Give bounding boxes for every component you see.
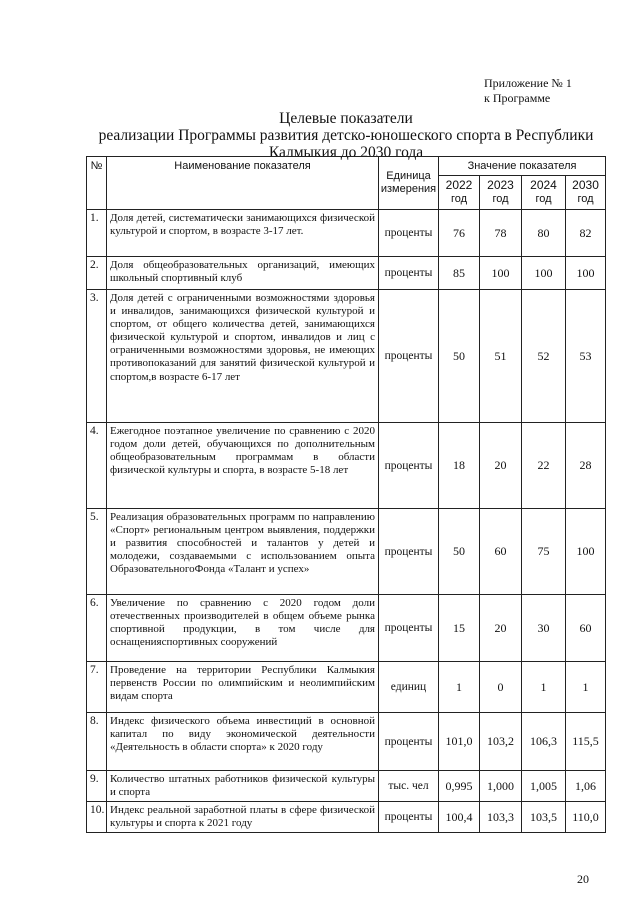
indicator-name: Увеличение по сравнению с 2020 годом доли отечественных производителей в общем объеме рынка спортивной продукции, в том числе для оснащенияспортивных сооружений [107,595,379,662]
table-row [87,290,606,423]
unit-cell: проценты [379,257,439,290]
year-value: 2023 [487,178,514,192]
value-cell-2024: 103,5 [522,802,566,833]
row-number: 1. [87,210,107,257]
year-suffix: год [492,193,509,205]
indicator-name: Проведение на территории Республики Калмыкия первенств России по олимпийским и неолимпийским видам спорта [107,662,379,713]
indicator-name: Индекс реальной заработной платы в сфере физической культуры и спорта к 2021 году [107,802,379,833]
year-value: 2024 [530,178,557,192]
unit-cell: проценты [379,290,439,423]
document-title [96,110,596,161]
unit-cell: проценты [379,595,439,662]
value-cell-2022: 101,0 [439,713,480,771]
table-row [87,713,606,771]
indicator-name: Количество штатных работников физической культуры и спорта [107,771,379,802]
header-year [439,176,480,210]
row-number: 9. [87,771,107,802]
value-cell-2022: 50 [439,509,480,595]
value-cell-2030: 60 [566,595,606,662]
value-cell-2030: 1 [566,662,606,713]
row-number: 2. [87,257,107,290]
value-cell-2030: 115,5 [566,713,606,771]
value-cell-2022: 18 [439,423,480,509]
row-number: 7. [87,662,107,713]
value-cell-2030: 110,0 [566,802,606,833]
value-cell-2023: 103,3 [480,802,522,833]
value-cell-2022: 50 [439,290,480,423]
value-cell-2023: 78 [480,210,522,257]
indicator-name: Доля детей с ограниченными возможностями здоровья и инвалидов, занимающихся физической культурой и спортом, от общего количества детей, занимающихся физической культурой и спортом, инвалидов и лиц с ограниченными возможностями здоровья, не имеющих противопоказаний для занятий физической культурой и спортом,в возрасте 6-17 лет [107,290,379,423]
value-cell-2022: 100,4 [439,802,480,833]
table-header-row [87,157,606,176]
year-value: 2030 [572,178,599,192]
row-number: 3. [87,290,107,423]
appendix-subtitle: к Программе [484,91,551,105]
unit-cell: проценты [379,210,439,257]
value-cell-2022: 85 [439,257,480,290]
value-cell-2030: 100 [566,257,606,290]
row-number: 10. [87,802,107,833]
value-cell-2023: 60 [480,509,522,595]
value-cell-2023: 51 [480,290,522,423]
year-suffix: год [450,193,468,205]
table-row [87,210,606,257]
row-number: 6. [87,595,107,662]
value-cell-2023: 103,2 [480,713,522,771]
title-line-2: реализации Программы развития детско-юношеского спорта в Республики [98,127,594,144]
page-number: 20 [577,872,589,886]
table-row [87,257,606,290]
row-number: 8. [87,713,107,771]
value-cell-2030: 1,06 [566,771,606,802]
header-year [480,176,522,210]
value-cell-2024: 80 [522,210,566,257]
unit-cell: проценты [379,802,439,833]
value-cell-2030: 82 [566,210,606,257]
value-cell-2024: 106,3 [522,713,566,771]
value-cell-2024: 30 [522,595,566,662]
value-cell-2024: 52 [522,290,566,423]
unit-cell: проценты [379,509,439,595]
value-cell-2030: 53 [566,290,606,423]
table-row [87,771,606,802]
value-cell-2023: 20 [480,595,522,662]
value-cell-2024: 1 [522,662,566,713]
value-cell-2024: 22 [522,423,566,509]
value-cell-2030: 28 [566,423,606,509]
indicators-table [86,156,606,833]
table-row [87,509,606,595]
table-row [87,595,606,662]
value-cell-2023: 0 [480,662,522,713]
title-line-1: Целевые показатели [279,110,413,127]
header-indicator-name: Наименование показателя [107,157,379,210]
unit-cell: проценты [379,713,439,771]
value-cell-2022: 1 [439,662,480,713]
table-row [87,802,606,833]
value-cell-2023: 20 [480,423,522,509]
value-cell-2022: 15 [439,595,480,662]
value-cell-2024: 75 [522,509,566,595]
indicator-name: Доля общеобразовательных организаций, имеющих школьный спортивный клуб [107,257,379,290]
year-suffix: год [535,193,552,205]
year-suffix: год [577,193,594,205]
header-year [522,176,566,210]
table-row [87,423,606,509]
row-number: 4. [87,423,107,509]
value-cell-2022: 0,995 [439,771,480,802]
row-number: 5. [87,509,107,595]
title-line-3: Калмыкия до 2030 года [268,144,424,161]
value-cell-2022: 76 [439,210,480,257]
header-number: № [87,157,107,210]
header-unit: Единица измерения [379,157,439,210]
indicator-name: Доля детей, систематически занимающихся физической культурой и спортом, в возрасте 3-17 лет. [107,210,379,257]
indicator-name: Индекс физического объема инвестиций в основной капитал по виду экономической деятельности «Деятельность в области спорта» к 2020 году [107,713,379,771]
value-cell-2030: 100 [566,509,606,595]
table-row [87,662,606,713]
value-cell-2023: 1,000 [480,771,522,802]
unit-cell: проценты [379,423,439,509]
header-values: Значение показателя [439,157,606,176]
unit-cell: единиц [379,662,439,713]
value-cell-2024: 1,005 [522,771,566,802]
unit-cell: тыс. чел [379,771,439,802]
appendix-header [484,76,572,106]
value-cell-2023: 100 [480,257,522,290]
indicator-name: Ежегодное поэтапное увеличение по сравнению с 2020 годом доли детей, обучающихся по дополнительным общеобразовательным программам в области физической культуры и спорта, в возрасте 5-18 лет [107,423,379,509]
header-year [566,176,606,210]
indicator-name: Реализация образовательных программ по направлению «Спорт» региональным центром выявления, поддержки и развития способностей и талантов у детей и молодежи, создаваемыми с использованием опыта ОбразовательногоФонда «Талант и успех» [107,509,379,595]
appendix-title: Приложение № 1 [484,76,572,90]
value-cell-2024: 100 [522,257,566,290]
year-value: 2022 [445,178,473,192]
